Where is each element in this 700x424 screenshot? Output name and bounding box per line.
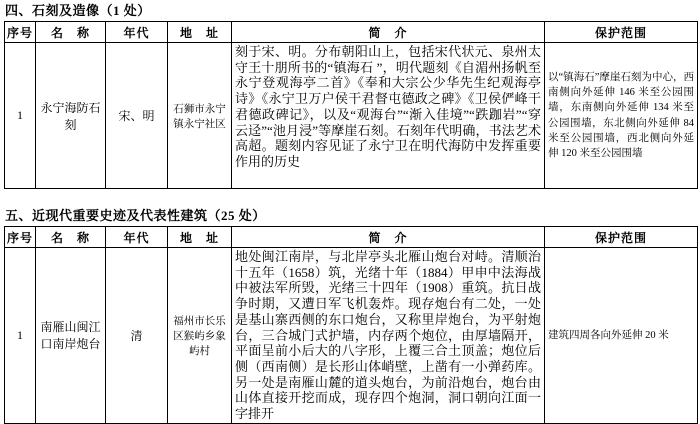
cell-era: 清 <box>106 248 168 424</box>
col-header-intro: 简 介 <box>232 227 545 248</box>
modern-sites-table <box>4 226 698 424</box>
col-header-scope: 保护范围 <box>545 227 698 248</box>
stone-carvings-table <box>4 21 698 189</box>
col-header-era: 年代 <box>106 227 168 248</box>
col-header-scope: 保护范围 <box>545 22 698 43</box>
table-row <box>5 43 698 189</box>
col-header-address: 地 址 <box>168 227 232 248</box>
cell-name: 南雁山闽江口南岸炮台 <box>36 248 106 424</box>
cell-era: 宋、明 <box>106 43 168 189</box>
col-header-index: 序号 <box>5 22 36 43</box>
cell-scope: 建筑四周各向外延伸 20 米 <box>545 248 698 424</box>
col-header-address: 地 址 <box>168 22 232 43</box>
section-title-stone-carvings: 四、石刻及造像（1 处） <box>5 3 151 18</box>
col-header-era: 年代 <box>106 22 168 43</box>
cell-intro: 刻于宋、明。分布朝阳山上，包括宋代状元、泉州太守王十朋所书的“镇海石 ”，明代题刻《自湄州扬帆至永宁登观海亭二首》《奉和大宗公少华先生纪观海亭诗》《永宁卫万户侯干君督屯德政之碑》《卫侯俨峰干君德政碑记》，以及“观海台”“渐入佳境”“跌跏岩”“穿云迳”“池月浸”等摩崖石刻。石刻年代明确，书法艺术高超。题刻内容见证了永宁卫在明代海防中发挥重要作用的历史 <box>232 43 545 189</box>
col-header-intro: 简 介 <box>232 22 545 43</box>
cell-intro: 地处闽江南岸，与北岸亭头北雁山炮台对峙。清顺治十五年（1658）筑，光绪十年（1884）甲申中法海战中被法军所毁，光绪三十四年（1908）重筑。抗日战争时期，又遭日军飞机轰炸。现存炮台有二处，一处是基山寨西侧的东口炮台，又称里岸炮台，为平射炮台，三合城门式护墙，内存两个炮位，由厚墙隔开，平面呈前小后大的八字形，上覆三合土顶盖；炮位后侧（西南侧）是长形山体峭壁，上凿有一小弹药库。另一处是南雁山麓的道头炮台，为前沿炮台，炮台由山体直接开挖而成，现存四个炮洞，洞口朝向江面一字排开 <box>232 248 545 424</box>
header-row <box>5 22 698 43</box>
col-header-name: 名 称 <box>36 22 106 43</box>
col-header-index: 序号 <box>5 227 36 248</box>
cell-scope: 以“镇海石”摩崖石刻为中心，西南侧向外延伸 146 米至公园围墙，东南侧向外延伸 134 米至公园围墙，东北侧向外延伸 84 米至公园围墙，西北侧向外延伸 120 米至公园围墙 <box>545 43 698 189</box>
cell-index: 1 <box>5 248 36 424</box>
cell-address: 福州市长乐区猴屿乡象屿村 <box>168 248 232 424</box>
section-title-modern-sites: 五、近现代重要史迹及代表性建筑（25 处） <box>5 208 266 223</box>
table-row <box>5 248 698 424</box>
cell-address: 石狮市永宁镇永宁社区 <box>168 43 232 189</box>
col-header-name: 名 称 <box>36 227 106 248</box>
header-row <box>5 227 698 248</box>
cell-index: 1 <box>5 43 36 189</box>
cell-name: 永宁海防石刻 <box>36 43 106 189</box>
